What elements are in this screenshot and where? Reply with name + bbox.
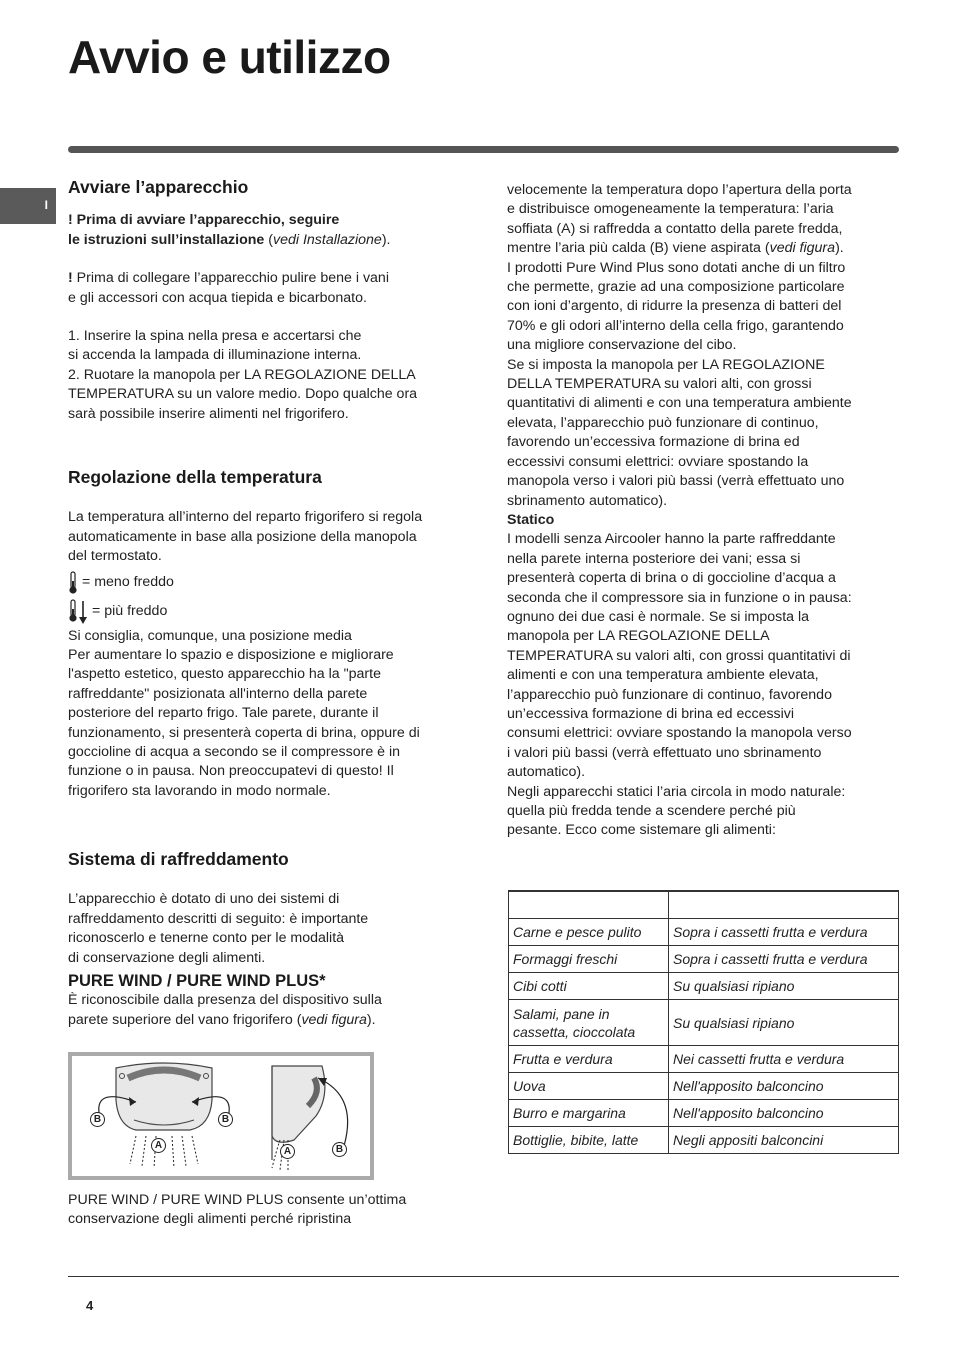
right-paragraph-1: velocemente la temperatura dopo l’apertura della porta e distribuisce omogeneamente la temperatura: l’aria soffiata (A) si raffredda a contatto della parete fredda, mentre l’aria più calda (B) viene aspirata (vedi figura). <box>507 182 852 257</box>
food-placement-table <box>508 890 899 1154</box>
left-column-top <box>68 178 463 424</box>
label-b-right: B <box>218 1112 233 1127</box>
temperature-paragraph-1: La temperatura all’interno del reparto frigorifero si regola automaticamente in base alla posizione della manopola del termostato. <box>68 509 423 565</box>
pure-wind-figure <box>68 1052 374 1180</box>
cooling-paragraph: L’apparecchio è dotato di uno dei sistemi di raffreddamento descritti di seguito: è importante riconoscerlo e tenerne conto per le modalità di conservazione degli alimenti. <box>68 891 369 966</box>
footer-rule <box>68 1276 899 1277</box>
table-row: Bottiglie, bibite, latte Negli appositi balconcini <box>509 1127 899 1154</box>
warning-clean: ! Prima di collegare l’apparecchio pulire bene i vani e gli accessori con acqua tiepida e bicarbonato. <box>68 270 389 306</box>
table-row: Formaggi freschi Sopra i cassetti frutta e verdura <box>509 946 899 973</box>
left-column-temperature <box>68 468 463 801</box>
table-row: Burro e margarina Nell'apposito balconcino <box>509 1100 899 1127</box>
right-paragraph-3: I modelli senza Aircooler hanno la parte raffreddante nella parete interna posteriore dei vani; essa si presenterà coperta di brina o di goccioline d’acqua a seconda che il compressore sia in funzione o in pausa: ognuno dei due casi è normale. Se si imposta la manopola per LA REGOLAZIONE DELLA TEMPERATURA su valori alti, con grossi quantitativi di alimenti e con una temperatura ambiente elevata, l’apparecchio può funzionare di continuo, favorendo un’eccessiva formazione di brina ed eccessivi consumi elettrici: ovviare spostando la manopola verso i valori più bassi (verrà effettuato uno sbrinamento automatico). Negli apparecchi statici l’aria circola in modo naturale: quella più fredda tende a scendere perché più pesante. Ecco come sistemare gli alimenti: <box>507 531 852 839</box>
table-row: Frutta e verdura Nei cassetti frutta e verdura <box>509 1046 899 1073</box>
right-column <box>507 181 899 841</box>
page-number: 4 <box>86 1298 94 1313</box>
label-b-side: B <box>332 1142 347 1157</box>
label-a-side: A <box>280 1144 295 1159</box>
left-column-cooling <box>68 850 463 1030</box>
legend-less-cold: = meno freddo <box>68 569 463 598</box>
pure-wind-heading: PURE WIND / PURE WIND PLUS* <box>68 972 326 991</box>
table-row: Uova Nell'apposito balconcino <box>509 1073 899 1100</box>
page-title: Avvio e utilizzo <box>68 31 391 83</box>
statico-heading: Statico <box>507 511 555 528</box>
label-a-front: A <box>151 1138 166 1153</box>
table-header-row <box>509 891 899 919</box>
temperature-paragraph-2: Si consiglia, comunque, una posizione media Per aumentare lo spazio e disposizione e migliorare l'aspetto estetico, questo apparecchio ha la "parte raffreddante" posizionata all'interno della parete posteriore del reparto frigo. Tale parete, durante il funzionamento, si presenterà coperta di brina, oppure di goccioline di acqua a secondo se il compressore è in funzione o in pausa. Non preoccupatevi di questo! Il frigorifero sta lavorando in modo normale. <box>68 627 420 799</box>
steps: 1. Inserire la spina nella presa e accertarsi che si accenda la lampada di illuminazione interna. 2. Ruotare la manopola per LA REGOLAZIONE DELLA TEMPERATURA su un valore medio. Dopo qualche ora sarà possibile inserire alimenti nel frigorifero. <box>68 328 418 422</box>
table-row: Carne e pesce pulito Sopra i cassetti frutta e verdura <box>509 919 899 946</box>
right-paragraph-2: I prodotti Pure Wind Plus sono dotati anche di un filtro che permette, grazie ad una composizione particolare con ioni d’argento, di ridurre la presenza di batteri del 70% e gli odori all’interno della cella frigo, garantendo una migliore conservazione del cibo. Se si imposta la manopola per LA REGOLAZIONE DELLA TEMPERATURA su valori alti, con grossi quantitativi di alimenti e con una temperatura ambiente elevata, l’apparecchio può funzionare di continuo, favorendo un’eccessiva formazione di brina ed eccessivi consumi elettrici: ovviare spostando la manopola verso i valori più bassi (verrà effettuato uno sbrinamento automatico). <box>507 259 852 509</box>
section-heading-cooling: Sistema di raffreddamento <box>68 849 289 869</box>
thermometer-icon <box>68 571 78 595</box>
section-heading-start: Avviare l’apparecchio <box>68 177 249 197</box>
header-rule <box>68 146 899 153</box>
language-tab: I <box>0 188 56 224</box>
pure-wind-after: PURE WIND / PURE WIND PLUS consente un’ottima conservazione degli alimenti perché ripristina <box>68 1192 407 1228</box>
section-heading-temperature: Regolazione della temperatura <box>68 467 322 487</box>
food-placement-table-wrap <box>508 890 899 1154</box>
pure-wind-paragraph: È riconoscibile dalla presenza del dispositivo sulla parete superiore del vano frigorifero (vedi figura). <box>68 992 382 1028</box>
table-row: Cibi cotti Su qualsiasi ripiano <box>509 973 899 1000</box>
table-row: Salami, pane in cassetta, cioccolata Su qualsiasi ripiano <box>509 1000 899 1046</box>
label-b-left: B <box>90 1112 105 1127</box>
warning-install: ! Prima di avviare l’apparecchio, seguire le istruzioni sull’installazione (vedi Installazione). <box>68 212 391 248</box>
legend-more-cold: = più freddo <box>68 598 463 627</box>
thermometer-down-icon <box>68 599 88 625</box>
